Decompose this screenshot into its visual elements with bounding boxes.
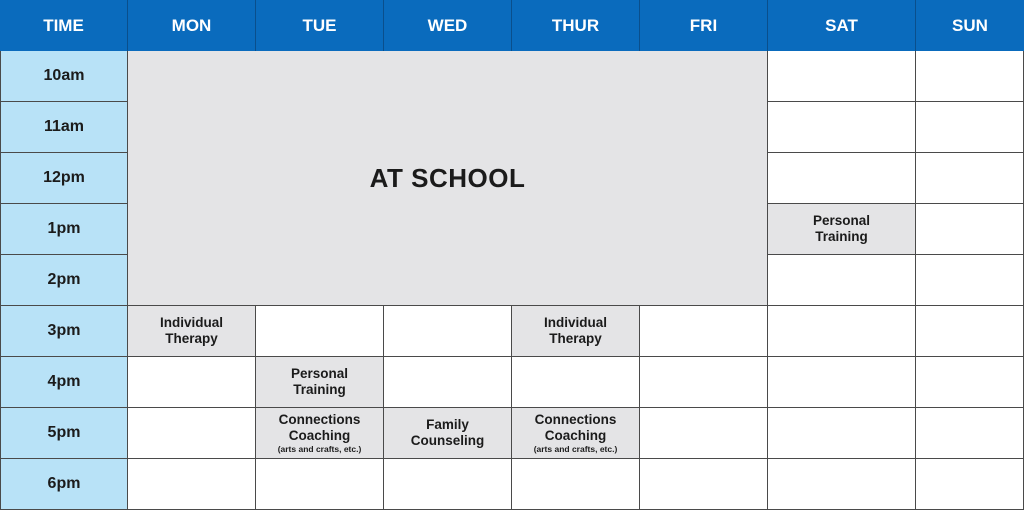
event-line1: Family: [426, 417, 469, 432]
time-12pm: 12pm: [0, 153, 128, 204]
slot-wed-6pm: [384, 459, 512, 510]
slot-sun-4pm: [916, 357, 1024, 408]
slot-sat-6pm: [768, 459, 916, 510]
event-line1: Connections: [534, 412, 617, 427]
slot-sun-1pm: [916, 204, 1024, 255]
event-line1: Personal: [290, 366, 349, 381]
event-line2: Coaching: [544, 428, 607, 443]
slot-sun-2pm: [916, 255, 1024, 306]
slot-fri-5pm: [640, 408, 768, 459]
slot-mon-6pm: [128, 459, 256, 510]
slot-wed-4pm: [384, 357, 512, 408]
event-note: (arts and crafts, etc.): [533, 444, 618, 454]
slot-fri-6pm: [640, 459, 768, 510]
slot-sun-6pm: [916, 459, 1024, 510]
time-11am: 11am: [0, 102, 128, 153]
event-line2: Training: [815, 229, 868, 244]
header-thur: THUR: [512, 0, 640, 51]
slot-sun-3pm: [916, 306, 1024, 357]
event-thur-3pm-individual-therapy: [512, 306, 640, 357]
header-mon: MON: [128, 0, 256, 51]
time-10am: 10am: [0, 51, 128, 102]
slot-tue-6pm: [256, 459, 384, 510]
slot-sat-5pm: [768, 408, 916, 459]
slot-thur-6pm: [512, 459, 640, 510]
slot-fri-3pm: [640, 306, 768, 357]
event-thur-5pm-connections-coaching: [512, 408, 640, 459]
event-wed-5pm-family-counseling: [384, 408, 512, 459]
header-fri: FRI: [640, 0, 768, 51]
header-sat: SAT: [768, 0, 916, 51]
event-note: (arts and crafts, etc.): [277, 444, 362, 454]
time-4pm: 4pm: [0, 357, 128, 408]
slot-sat-11am: [768, 102, 916, 153]
header-tue: TUE: [256, 0, 384, 51]
slot-fri-4pm: [640, 357, 768, 408]
event-mon-3pm-individual-therapy: [128, 306, 256, 357]
slot-mon-4pm: [128, 357, 256, 408]
slot-sat-3pm: [768, 306, 916, 357]
event-line2: Therapy: [549, 331, 602, 346]
slot-sat-4pm: [768, 357, 916, 408]
event-line1: Connections: [278, 412, 361, 427]
event-line1: Individual: [543, 315, 607, 330]
slot-sun-12pm: [916, 153, 1024, 204]
time-6pm: 6pm: [0, 459, 128, 510]
event-line1: Individual: [159, 315, 223, 330]
event-line2: Coaching: [288, 428, 351, 443]
header-time: TIME: [0, 0, 128, 51]
slot-sun-10am: [916, 51, 1024, 102]
slot-sat-2pm: [768, 255, 916, 306]
time-3pm: 3pm: [0, 306, 128, 357]
at-school-block: AT SCHOOL: [128, 51, 768, 306]
slot-sun-11am: [916, 102, 1024, 153]
event-line1: Personal: [812, 213, 871, 228]
slot-sat-12pm: [768, 153, 916, 204]
time-5pm: 5pm: [0, 408, 128, 459]
event-tue-4pm-personal-training: [256, 357, 384, 408]
slot-mon-5pm: [128, 408, 256, 459]
slot-thur-4pm: [512, 357, 640, 408]
slot-sat-10am: [768, 51, 916, 102]
event-line2: Training: [293, 382, 346, 397]
event-tue-5pm-connections-coaching: [256, 408, 384, 459]
time-2pm: 2pm: [0, 255, 128, 306]
time-1pm: 1pm: [0, 204, 128, 255]
event-line2: Therapy: [165, 331, 218, 346]
slot-tue-3pm: [256, 306, 384, 357]
header-sun: SUN: [916, 0, 1024, 51]
event-line2: Counseling: [410, 433, 485, 448]
slot-wed-3pm: [384, 306, 512, 357]
event-sat-1pm-personal-training: [768, 204, 916, 255]
slot-sun-5pm: [916, 408, 1024, 459]
header-wed: WED: [384, 0, 512, 51]
